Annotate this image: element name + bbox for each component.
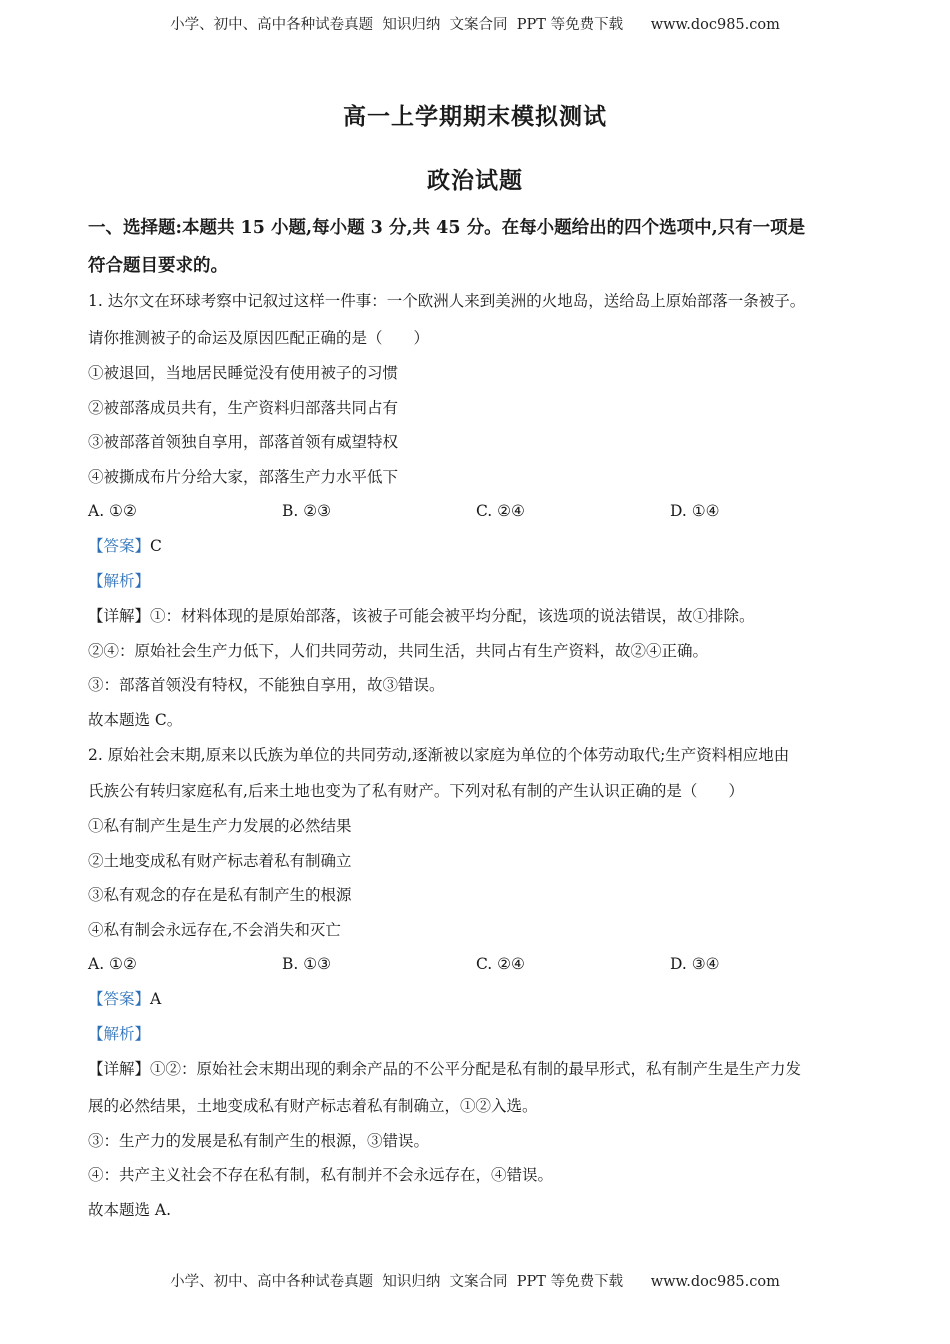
q1-item-3: ③被部落首领独自享用，部落首领有威望特权 (88, 433, 399, 451)
q2-item-1: ①私有制产生是生产力发展的必然结果 (88, 817, 352, 835)
q2-stem-line2: 氏族公有转归家庭私有,后来土地也变为了私有财产。下列对私有制的产生认识正确的是（ ） (88, 782, 744, 800)
page-header: 小学、初中、高中各种试卷真题 知识归纳 文案合同 PPT 等免费下载 www.doc985.com (170, 17, 780, 33)
q1-stem-line2: 请你推测被子的命运及原因匹配正确的是（ ） (88, 329, 430, 347)
q2-stem-line1: 2. 原始社会末期,原来以氏族为单位的共同劳动,逐渐被以家庭为单位的个体劳动取代;生产资料相应地由 (88, 746, 790, 764)
q2-answer-tag: 【答案】 (88, 990, 151, 1008)
q1-answer-tag: 【答案】 (88, 537, 151, 555)
section-heading-line1: 一、选择题:本题共 15 小题,每小题 3 分,共 45 分。在每小题给出的四个选项中,只有一项是 (88, 218, 806, 238)
q2-item-2: ②土地变成私有财产标志着私有制确立 (88, 852, 352, 870)
q2-answer-value: A (150, 990, 162, 1008)
q1-answer-value: C (150, 537, 162, 555)
section-heading-line2: 符合题目要求的。 (88, 256, 228, 276)
q1-detail-line3: ③：部落首领没有特权，不能独自享用，故③错误。 (88, 676, 445, 694)
q2-detail-text1: ①②：原始社会末期出现的剩余产品的不公平分配是私有制的最早形式，私有制产生是生产力发 (150, 1060, 802, 1078)
q1-item-4: ④被撕成布片分给大家，部落生产力水平低下 (88, 468, 399, 486)
q1-item-1: ①被退回，当地居民睡觉没有使用被子的习惯 (88, 364, 399, 382)
q1-option-b: B. ②③ (282, 502, 332, 520)
q1-detail-text1: ①：材料体现的是原始部落，该被子可能会被平均分配，该选项的说法错误，故①排除。 (150, 607, 755, 625)
q1-answer (88, 535, 162, 557)
q2-analysis-tag: 【解析】 (88, 1025, 151, 1043)
q1-item-2: ②被部落成员共有，生产资料归部落共同占有 (88, 399, 399, 417)
q1-option-d: D. ①④ (670, 502, 720, 520)
q2-detail-tag: 【详解】 (88, 1060, 151, 1078)
q2-detail-line3: ③：生产力的发展是私有制产生的根源，③错误。 (88, 1132, 430, 1150)
q1-option-a: A. ①② (88, 502, 137, 520)
q1-option-c: C. ②④ (476, 502, 525, 520)
q1-conclusion: 故本题选 C。 (88, 711, 183, 729)
q2-option-a: A. ①② (88, 955, 137, 973)
page-footer: 小学、初中、高中各种试卷真题 知识归纳 文案合同 PPT 等免费下载 www.doc985.com (170, 1274, 780, 1290)
q1-analysis-tag: 【解析】 (88, 572, 151, 590)
q1-detail-line1 (88, 605, 755, 627)
q1-detail-line2: ②④：原始社会生产力低下，人们共同劳动，共同生活，共同占有生产资料，故②④正确。 (88, 642, 709, 660)
q2-option-c: C. ②④ (476, 955, 525, 973)
q2-detail-line4: ④：共产主义社会不存在私有制，私有制并不会永远存在，④错误。 (88, 1166, 554, 1184)
q1-stem-line1: 1. 达尔文在环球考察中记叙过这样一件事：一个欧洲人来到美洲的火地岛，送给岛上原始部落一条被子。 (88, 292, 806, 310)
page-subtitle: 政治试题 (427, 167, 523, 194)
q1-detail-tag: 【详解】 (88, 607, 151, 625)
q2-detail-line1 (88, 1058, 801, 1080)
q2-answer (88, 988, 161, 1010)
q2-option-d: D. ③④ (670, 955, 720, 973)
q2-detail-line2: 展的必然结果，土地变成私有财产标志着私有制确立，①②入选。 (88, 1097, 538, 1115)
q2-item-4: ④私有制会永远存在,不会消失和灭亡 (88, 921, 341, 939)
q2-conclusion: 故本题选 A. (88, 1201, 172, 1219)
q2-item-3: ③私有观念的存在是私有制产生的根源 (88, 886, 352, 904)
page-title: 高一上学期期末模拟测试 (343, 103, 607, 130)
q2-option-b: B. ①③ (282, 955, 332, 973)
